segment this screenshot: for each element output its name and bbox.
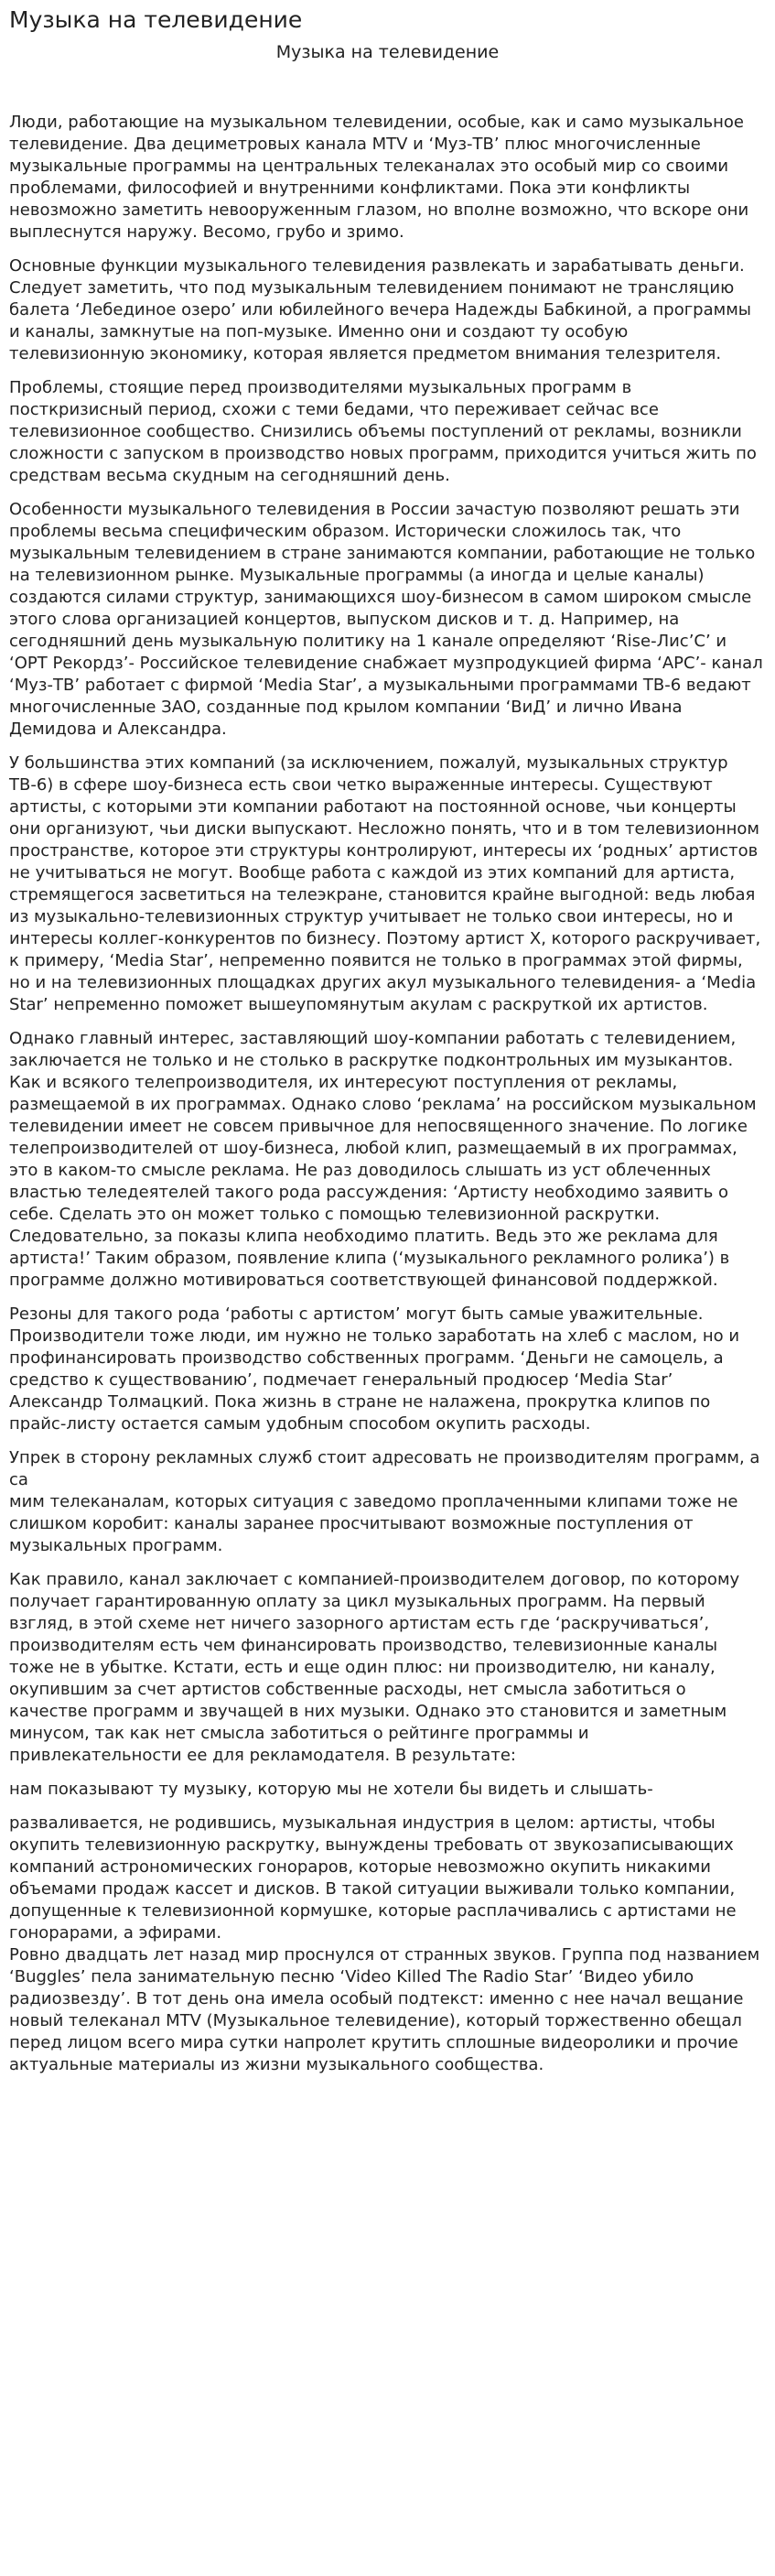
article-heading: Музыка на телевидение [275,42,500,62]
paragraph: Резоны для такого рода ‘работы с артистом’ могут быть самые уважительные. Производители тоже люди, им нужно не только заработать на хлеб с маслом, но и профинансировать производство собственных программ. ‘Деньги не самоцель, а средство к существованию’, подмечает генеральный продюсер ‘Media Star’ Александр Толмацкий. Пока жизнь в стране не налажена, прокрутка клипов по прайс-листу остается самым удобным способом окупить расходы. [9,1304,740,1434]
paragraph: разваливается, не родившись, музыкальная индустрия в целом: артисты, чтобы окупить телевизионную раскрутку, вынуждены требовать от звукозаписывающих компаний астрономических гонораров, которые невозможно окупить никакими объемами продаж кассет и дисков. В такой ситуации выживали только компании, допущенные к телевизионной кормушке, которые расплачивались с артистами не гонорарами, а эфирами. Ровно двадцать лет назад мир проснулся от странных звуков. Группа под названием ‘Buggles’ пела занимательную песню ‘Video Killed The Radio Star’ ‘Видео убило радиозвезду’. В тот день она имела особый подтекст: именно с нее начал вещание новый телеканал MTV (Музыкальное телевидение), который торжественно обещал перед лицом всего мира сутки напролет крутить сплошные видеоролики и прочие актуальные материалы из жизни музыкального сообщества. [9,1813,760,2074]
paragraph: Проблемы, стоящие перед производителями музыкальных программ в посткризисный период, схожи с теми бедами, что переживает сейчас все телевизионное сообщество. Снизились объемы поступлений от рекламы, возникли сложности с запуском в производство новых программ, приходится учиться жить по средствам весьма скудным на сегодняшний день. [9,378,757,485]
paragraph: Однако главный интерес, заставляющий шоу-компании работать с телевидением, заключается не только и не столько в раскрутке подконтрольных им музыкантов. Как и всякого телепроизводителя, их интересуют поступления от рекламы, размещаемой в их программах. Однако слово ‘реклама’ на российском музыкальном телевидении имеет не совсем привычное для непосвященного значение. По логике телепроизводителей от шоу-бизнеса, любой клип, размещаемый в их программах, это в каком-то смысле реклама. Не раз доводилось слышать из уст облеченных властью теледеятелей такого рода рассуждения: ‘Артисту необходимо заявить о себе. Сделать это он может только с помощью телевизионной раскрутки. Следовательно, за показы клипа необходимо платить. Ведь это же реклама для артиста!’ Таким образом, появление клипа (‘музыкального рекламного ролика’) в программе должно мотивироваться соответствующей финансовой поддержкой. [9,1029,757,1290]
article-body [9,112,766,2076]
page-title: Музыка на телевидение [9,6,303,33]
paragraph: У большинства этих компаний (за исключением, пожалуй, музыкальных структур ТВ-6) в сфере шоу-бизнеса есть свои четко выраженные интересы. Существуют артисты, с которыми эти компании работают на постоянной основе, чьи концерты они организуют, чьи диски выпускают. Несложно понять, что и в том телевизионном пространстве, которое эти структуры контролируют, интересы их ‘родных’ артистов не учитываться не могут. Вообще работа с каждой из этих компаний для артиста, стремящегося засветиться на телеэкране, становится крайне выгодной: ведь любая из музыкально-телевизионных структур учитывает не только свои интересы, но и интересы коллег-конкурентов по бизнесу. Поэтому артист X, которого раскручивает, к примеру, ‘Media Star’, непременно появится не только в программах этой фирмы, но и на телевизионных площадках других акул музыкального телевидения- а ‘Media Star’ непременно поможет вышеупомянутым акулам с раскруткой их артистов. [9,753,761,1014]
paragraph: Основные функции музыкального телевидения развлекать и зарабатывать деньги. Следует заметить, что под музыкальным телевидением понимают не трансляцию балета ‘Лебединое озеро’ или юбилейного вечера Надежды Бабкиной, а программы и каналы, замкнутые на поп-музыке. Именно они и создают ту особую телевизионную экономику, которая является предметом внимания телезрителя. [9,256,752,363]
paragraph: Как правило, канал заключает с компанией-производителем договор, по которому получает гарантированную оплату за цикл музыкальных программ. На первый взгляд, в этой схеме нет ничего зазорного артистам есть где ‘раскручиваться’, производителям есть чем финансировать производство, телевизионные каналы тоже не в убытке. Кстати, есть и еще один плюс: ни производителю, ни каналу, окупившим за счет артистов собственные расходы, нет смысла заботиться о качестве программ и звучащей в них музыки. Однако это становится и заметным минусом, так как нет смысла заботиться о рейтинге программы и привлекательности ее для рекламодателя. В результате: [9,1570,740,1765]
paragraph: нам показывают ту музыку, которую мы не хотели бы видеть и слышать- [9,1780,653,1799]
paragraph: Упрек в сторону рекламных служб стоит адресовать не производителям программ, а са мим телеканалам, которых ситуация с заведомо проплаченными клипами тоже не слишком коробит: каналы заранее просчитывают возможные поступления от музыкальных программ. [9,1448,760,1555]
paragraph: Люди, работающие на музыкальном телевидении, особые, как и само музыкальное телевидение. Два дециметровых канала MTV и ‘Муз-ТВ’ плюс многочисленные музыкальные программы на центральных телеканалах это особый мир со своими проблемами, философией и внутренними конфликтами. Пока эти конфликты невозможно заметить невооруженным глазом, но вполне возможно, что вскоре они выплеснутся наружу. Весомо, грубо и зримо. [9,113,749,242]
paragraph: Особенности музыкального телевидения в России зачастую позволяют решать эти проблемы весьма специфическим образом. Исторически сложилось так, что музыкальным телевидением в стране занимаются компании, работающие не только на телевизионном рынке. Музыкальные программы (а иногда и целые каналы) создаются силами структур, занимающихся шоу-бизнесом в самом широком смысле этого слова организацией концертов, выпуском дисков и т. д. Например, на сегодняшний день музыкальную политику на 1 канале определяют ‘Rise-Лис’С’ и ‘ОРТ Рекордз’- Российское телевидение снабжает музпродукцией фирма ‘АРС’- канал ‘Муз-ТВ’ работает с фирмой ‘Media Star’, а музыкальными программами ТВ-6 ведают многочисленные ЗАО, созданные под крылом компании ‘ВиД’ и лично Ивана Демидова и Александра. [9,500,763,739]
